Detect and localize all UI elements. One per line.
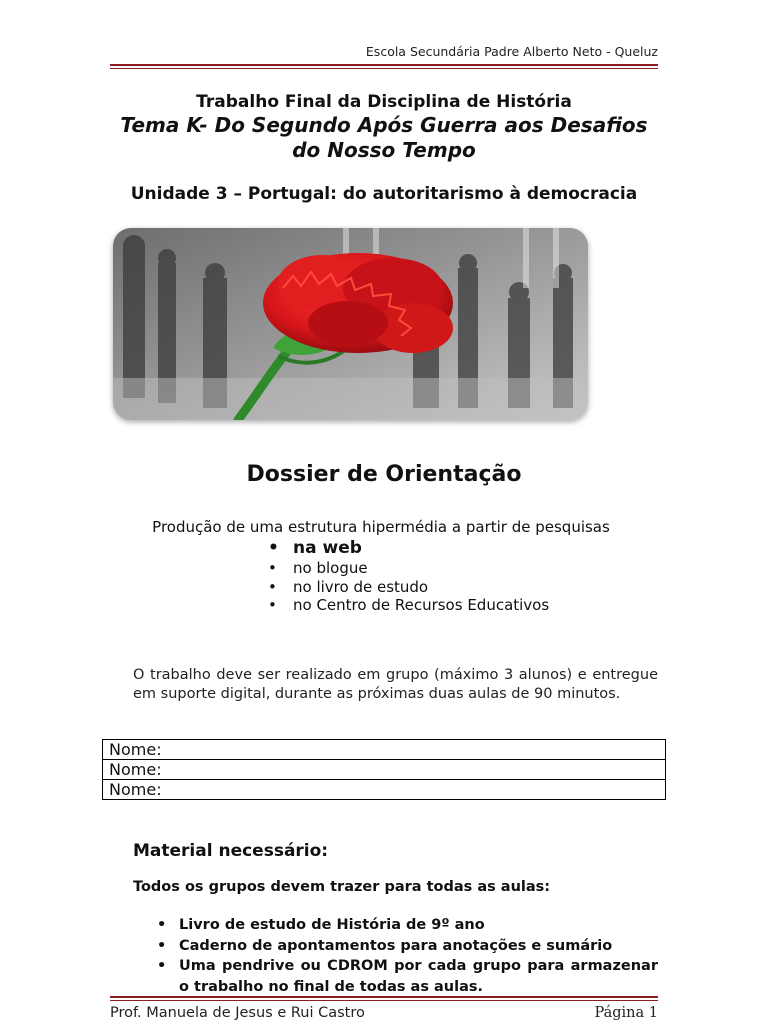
table-row <box>103 740 666 760</box>
production-intro: Produção de uma estrutura hipermédia a partir de pesquisas <box>152 518 610 536</box>
name-field[interactable]: Nome: <box>103 780 666 800</box>
table-row <box>103 760 666 780</box>
theme-title-line-2: do Nosso Tempo <box>292 138 476 162</box>
name-field[interactable]: Nome: <box>103 760 666 780</box>
material-title: Material necessário: <box>133 841 329 861</box>
footer-page-number: Página 1 <box>594 1005 658 1021</box>
list-item: • Caderno de apontamentos para anotações e sumário <box>157 936 658 957</box>
list-item: • Livro de estudo de História de 9º ano <box>157 915 658 936</box>
list-item: • no livro de estudo <box>268 578 549 597</box>
unit-title: Unidade 3 – Portugal: do autoritarismo à democracia <box>130 184 638 204</box>
list-item: • Uma pendrive ou CDROM por cada grupo para armazenar o trabalho no final de todas as aulas. <box>157 956 658 997</box>
dossier-title: Dossier de Orientação <box>246 462 522 487</box>
theme-title-line-1: Tema K- Do Segundo Após Guerra aos Desafios <box>120 113 648 137</box>
names-table <box>102 739 666 800</box>
list-item: • no Centro de Recursos Educativos <box>268 596 549 615</box>
theme-title <box>100 113 668 163</box>
table-row <box>103 780 666 800</box>
header-rule <box>110 64 658 69</box>
footer-rule <box>110 996 658 1001</box>
list-item: • no blogue <box>268 559 549 578</box>
footer-authors: Prof. Manuela de Jesus e Rui Castro <box>110 1005 365 1021</box>
list-item: • na web <box>268 537 549 559</box>
material-list <box>157 915 658 997</box>
document-title: Trabalho Final da Disciplina de História <box>196 92 572 112</box>
name-field[interactable]: Nome: <box>103 740 666 760</box>
instructions-paragraph: O trabalho deve ser realizado em grupo (máximo 3 alunos) e entregue em suporte digital, durante as próximas duas aulas de 90 minutos. <box>133 667 658 702</box>
sources-list <box>268 537 549 615</box>
page-header-school: Escola Secundária Padre Alberto Neto - Queluz <box>365 44 658 59</box>
carnation-photo <box>113 228 588 420</box>
material-subtitle: Todos os grupos devem trazer para todas as aulas: <box>133 879 551 895</box>
